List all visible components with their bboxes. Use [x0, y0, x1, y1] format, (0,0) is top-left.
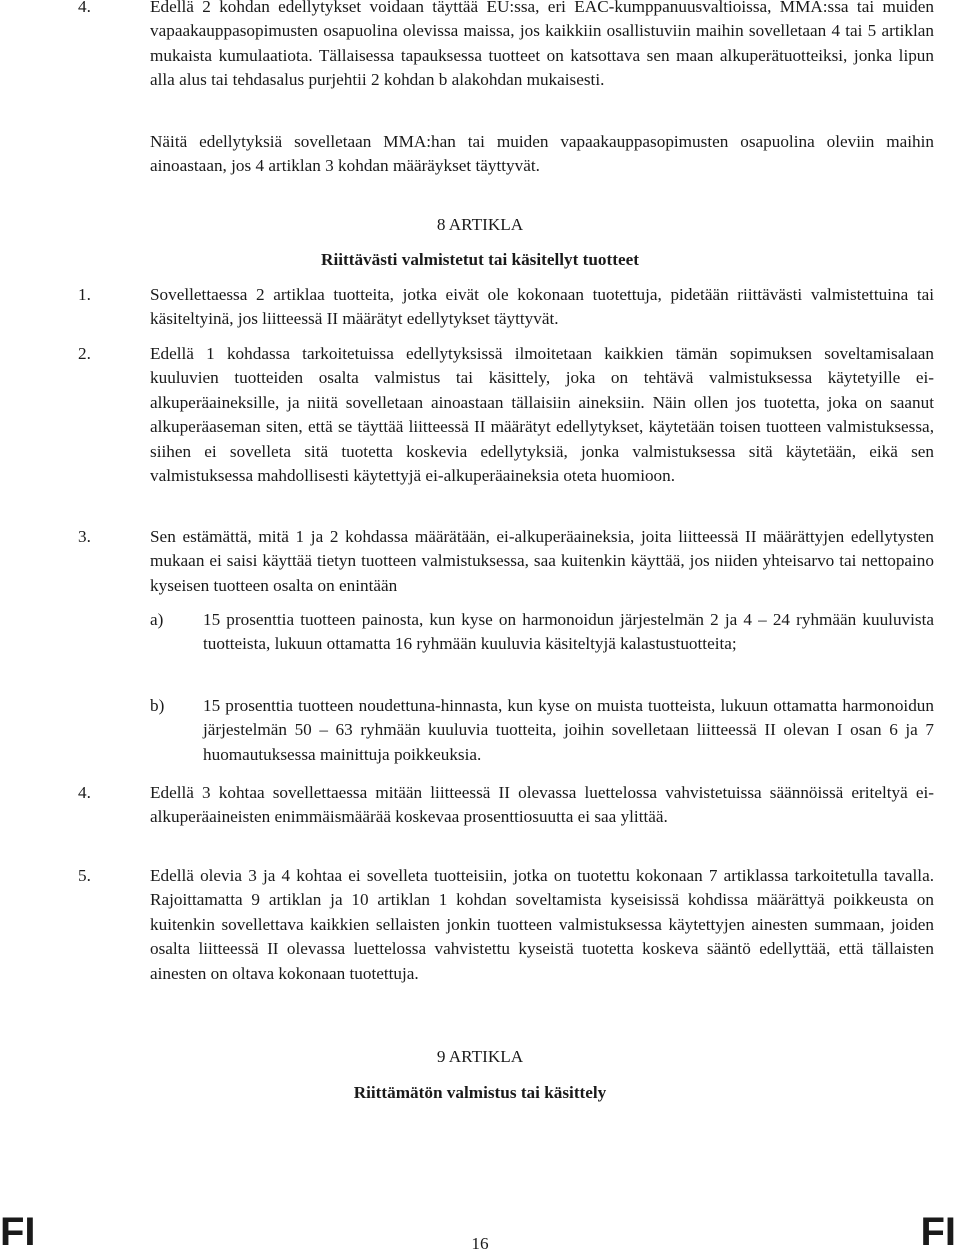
- item-number: 4.: [78, 0, 91, 16]
- item-paragraph: Edellä 1 kohdassa tarkoitetuissa edellytyksissä ilmoitetaan kaikkien tämän sopimuksen soveltamisalaan kuuluvien tuotteiden osalta valmistus tai käsittely, joka on tehtävä valmistuksessa käytetyille ei-alkuperäaineksille, ja niitä sovelletaan ainoastaan tällaisiin aineksiin. Näin ollen jos tuotetta, joka on saanut alkuperäaseman siten, että se täyttää liitteessä II määrätyt edellytykset, käytetään toisen tuotteen valmistuksessa, siihen ei sovelleta sitä tuotetta koskevia edellytyksiä, jonka valmistuksessa sitä käytetään, eikä sen valmistuksessa mahdollisesti käytettyjä ei-alkuperäaineksia oteta huomioon.: [150, 344, 934, 486]
- item-paragraph: Edellä olevia 3 ja 4 kohtaa ei sovelleta tuotteisiin, jotka on tuotettu kokonaan 7 artiklassa tarkoitetulla tavalla. Rajoittamatta 9 artiklan ja 10 artiklan 1 kohdan soveltamista kyseisissä kohdissa määrättyä poikkeusta on kuitenkin sovellettava kaikkien sellaisten jonkin tuotteen valmistuksessa käytettyjen ainesten summaan, joiden osalta liitteessä II olevassa luettelossa vahvistettu kyseistä tuotetta koskeva sääntö edellyttää, että tällaisten ainesten on oltava kokonaan tuotettuja.: [150, 866, 934, 983]
- subitem-label: a): [150, 610, 164, 629]
- item-paragraph: Näitä edellytyksiä sovelletaan MMA:han tai muiden vapaakauppasopimusten osapuolina oleviin maihin ainoastaan, jos 4 artiklan 3 kohdan määräykset täyttyvät.: [150, 132, 934, 176]
- footer-language-code-left: FI: [0, 1210, 36, 1254]
- item-number: 1.: [78, 285, 91, 304]
- article-number: 8 ARTIKLA: [436, 215, 524, 234]
- item-number: 3.: [78, 527, 91, 546]
- subitem-label: b): [150, 696, 165, 715]
- footer-language-code-right: FI: [920, 1210, 956, 1254]
- article-title: Riittävästi valmistetut tai käsitellyt tuotteet: [321, 250, 639, 269]
- item-paragraph: Edellä 3 kohtaa sovellettaessa mitään liitteessä II olevassa luettelossa vahvistetuissa säännöissä eriteltyä ei-alkuperäaineisten enimmäismäärää koskevaa prosenttiosuutta ei saa ylittää.: [150, 783, 934, 827]
- item-number: 5.: [78, 866, 91, 885]
- item-number: 2.: [78, 344, 91, 363]
- item-number: 4.: [78, 783, 91, 802]
- item-paragraph: Sen estämättä, mitä 1 ja 2 kohdassa määrätään, ei-alkuperäaineksia, joita liitteessä II määrättyjen edellytysten mukaan ei saisi käyttää tietyn tuotteen valmistuksessa, saa kuitenkin käyttää, jos niiden yhteisarvo tai nettopaino kyseisen tuotteen osalta on enintään: [150, 527, 934, 595]
- item-paragraph: Edellä 2 kohdan edellytykset voidaan täyttää EU:ssa, eri EAC-kumppanuusvaltioissa, MMA:ssa tai muiden vapaakauppasopimusten osapuolina olevissa maissa, jos kaikkiin osallistuviin maihin sovelletaan 4 tai 5 artiklan mukaista kumulaatiota. Tällaisessa tapauksessa tuotteet on katsottava sen maan alkuperätuotteiksi, jonka lipun alla alus tai tehdasalus purjehtii 2 kohdan b alakohdan mukaisesti.: [150, 0, 934, 90]
- item-paragraph: Sovellettaessa 2 artiklaa tuotteita, jotka eivät ole kokonaan tuotettuja, pidetään riittävästi valmistettuina tai käsiteltyinä, jos liitteessä II määrätyt edellytykset täyttyvät.: [150, 285, 934, 329]
- page-number: 16: [471, 1234, 489, 1253]
- article-number: 9 ARTIKLA: [436, 1047, 524, 1066]
- subitem-paragraph: 15 prosenttia tuotteen painosta, kun kyse on harmonoidun järjestelmän 2 ja 4 – 24 ryhmään kuuluvista tuotteista, lukuun ottamatta 16 ryhmään kuuluvia käsiteltyjä kalastustuotteita;: [203, 610, 934, 654]
- article-title: Riittämätön valmistus tai käsittely: [353, 1083, 607, 1102]
- subitem-paragraph: 15 prosenttia tuotteen noudettuna-hinnasta, kun kyse on muista tuotteista, lukuun ottamatta harmonoidun järjestelmän 50 – 63 ryhmään kuuluvia tuotteita, joihin sovelletaan liitteessä II olevan I osan 6 ja 7 huomautuksessa mainittuja poikkeuksia.: [203, 696, 934, 764]
